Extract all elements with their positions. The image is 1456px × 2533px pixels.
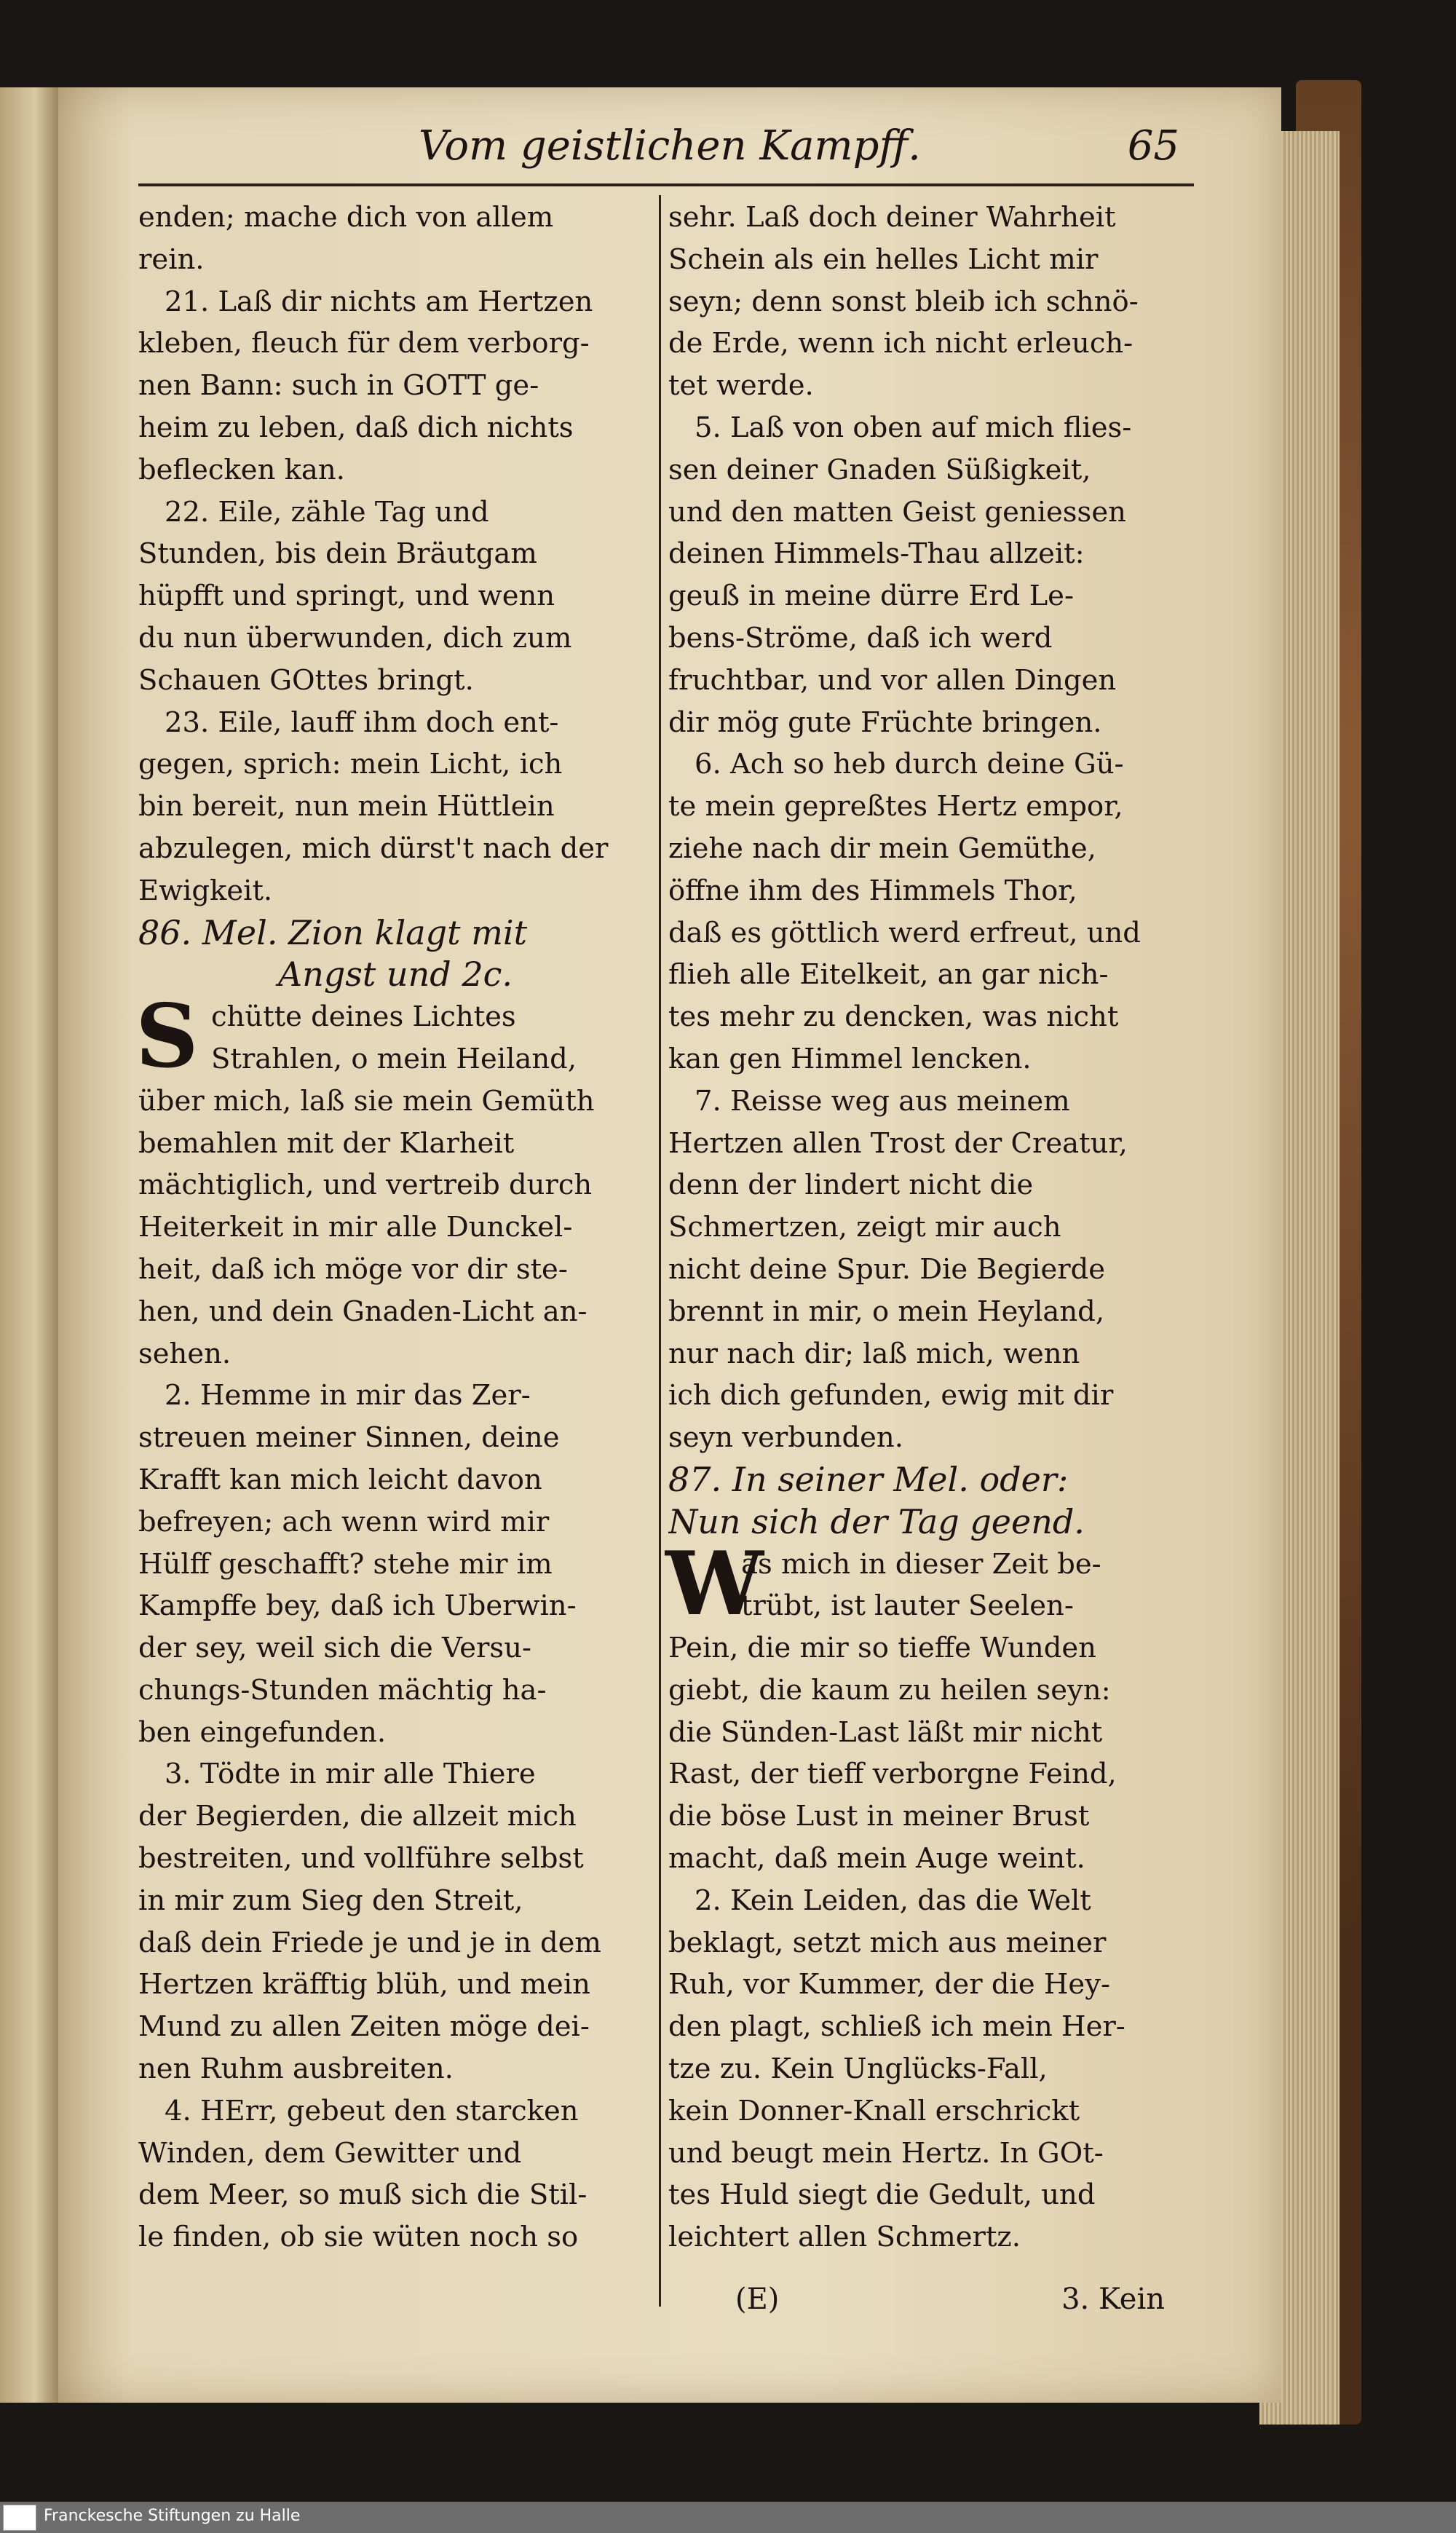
text-line: denn der lindert nicht die	[668, 1169, 1034, 1202]
text-line: Mund zu allen Zeiten möge dei-	[138, 2010, 590, 2044]
text-line: enden; mache dich von allem	[138, 201, 554, 234]
text-line: Schein als ein helles Licht mir	[668, 242, 1099, 276]
text-line: nicht deine Spur. Die Begierde	[668, 1252, 1106, 1286]
text-line: flieh alle Eitelkeit, an gar nich-	[668, 958, 1109, 992]
page-header	[138, 122, 1201, 181]
text-line: giebt, die kaum zu heilen seyn:	[668, 1673, 1111, 1707]
text-line: 5. Laß von oben auf mich flies-	[695, 411, 1132, 444]
text-line: rein.	[138, 242, 205, 276]
text-line: bemahlen mit der Klarheit	[138, 1126, 515, 1160]
text-line: streuen meiner Sinnen, deine	[138, 1421, 560, 1455]
text-line: Strahlen, o mein Heiland,	[211, 1042, 577, 1075]
text-line: tes mehr zu dencken, was nicht	[668, 1000, 1119, 1034]
text-line: tes Huld siegt die Gedult, und	[668, 2178, 1096, 2212]
text-line: beflecken kan.	[138, 453, 345, 486]
text-line: nen Bann: such in GOTT ge-	[138, 369, 539, 403]
text-line: 6. Ach so heb durch deine Gü-	[695, 748, 1124, 781]
text-line: heim zu leben, daß dich nichts	[138, 411, 574, 444]
text-line: 22. Eile, zähle Tag und	[165, 495, 489, 529]
drop-cap-left: S	[135, 985, 199, 1088]
page-number: 65	[1127, 122, 1179, 170]
text-line: 7. Reisse weg aus meinem	[695, 1084, 1070, 1118]
text-line: den plagt, schließ ich mein Her-	[668, 2010, 1125, 2044]
text-line: tze zu. Kein Unglücks-Fall,	[668, 2052, 1048, 2086]
hymn-heading-line: Nun sich der Tag geend.	[668, 1501, 1085, 1541]
text-line: dem Meer, so muß sich die Stil-	[138, 2178, 587, 2212]
text-line: tet werde.	[668, 369, 814, 403]
text-line: öffne ihm des Himmels Thor,	[668, 874, 1077, 907]
text-line: ich dich gefunden, ewig mit dir	[668, 1379, 1114, 1412]
text-line: Hertzen allen Trost der Creatur,	[668, 1126, 1128, 1160]
facing-page-edge	[0, 87, 58, 2403]
drop-cap-right: W	[665, 1533, 764, 1635]
header-rule	[138, 183, 1194, 186]
hymn-heading-line: 87. In seiner Mel. oder:	[668, 1459, 1069, 1499]
watermark-text: Franckesche Stiftungen zu Halle	[44, 2507, 301, 2525]
hymn-heading-line: Angst und 2c.	[278, 955, 513, 995]
column-divider	[659, 195, 661, 2307]
text-line: Ruh, vor Kummer, der die Hey-	[668, 1968, 1110, 2001]
running-title: Vom geistlichen Kampff.	[419, 122, 921, 170]
text-line: die böse Lust in meiner Brust	[668, 1800, 1090, 1833]
text-line: fruchtbar, und vor allen Dingen	[668, 663, 1117, 697]
text-line: hen, und dein Gnaden-Licht an-	[138, 1295, 587, 1328]
text-line: bestreiten, und vollführe selbst	[138, 1842, 584, 1876]
text-line: kan gen Himmel lencken.	[668, 1042, 1032, 1075]
text-line: in mir zum Sieg den Streit,	[138, 1884, 523, 1917]
left-column	[138, 197, 652, 2259]
hymn-heading-line: 86. Mel. Zion klagt mit	[138, 912, 528, 952]
text-line: die Sünden-Last läßt mir nicht	[668, 1715, 1103, 1749]
text-line: ben eingefunden.	[138, 1715, 387, 1749]
text-line: gegen, sprich: mein Licht, ich	[138, 748, 563, 781]
text-line: chütte deines Lichtes	[211, 1000, 516, 1034]
page-footer	[138, 2283, 1194, 2326]
right-column	[668, 197, 1182, 2259]
signature-mark: (E)	[735, 2283, 780, 2316]
text-line: der Begierden, die allzeit mich	[138, 1800, 577, 1833]
text-line: mächtiglich, und vertreib durch	[138, 1169, 593, 1202]
text-line: seyn verbunden.	[668, 1421, 903, 1455]
text-line: und den matten Geist geniessen	[668, 495, 1126, 529]
text-line: Kampffe bey, daß ich Uberwin-	[138, 1589, 577, 1623]
text-line: leichtert allen Schmertz.	[668, 2221, 1021, 2254]
text-line: hüpfft und springt, und wenn	[138, 580, 555, 613]
text-line: heit, daß ich möge vor dir ste-	[138, 1252, 568, 1286]
text-line: Rast, der tieff verborgne Feind,	[668, 1758, 1117, 1791]
text-line: 2. Kein Leiden, das die Welt	[695, 1884, 1091, 1917]
text-line: deinen Himmels-Thau allzeit:	[668, 537, 1085, 571]
text-line: as mich in dieser Zeit be-	[741, 1547, 1101, 1581]
text-line: le finden, ob sie wüten noch so	[138, 2221, 579, 2254]
text-line: Winden, dem Gewitter und	[138, 2136, 522, 2170]
text-line: nen Ruhm ausbreiten.	[138, 2052, 454, 2086]
text-line: macht, daß mein Auge weint.	[668, 1842, 1085, 1876]
text-line: daß dein Friede je und je in dem	[138, 1926, 601, 1959]
text-line: und beugt mein Hertz. In GOt-	[668, 2136, 1104, 2170]
text-line: dir mög gute Früchte bringen.	[668, 706, 1102, 739]
text-line: Pein, die mir so tieffe Wunden	[668, 1632, 1096, 1665]
text-line: Ewigkeit.	[138, 874, 273, 907]
text-line: kein Donner-Knall erschrickt	[668, 2094, 1080, 2127]
text-line: geuß in meine dürre Erd Le-	[668, 580, 1074, 613]
text-line: brennt in mir, o mein Heyland,	[668, 1295, 1105, 1328]
text-line: 21. Laß dir nichts am Hertzen	[165, 285, 593, 318]
text-line: Krafft kan mich leicht davon	[138, 1463, 542, 1496]
text-line: 3. Tödte in mir alle Thiere	[165, 1758, 536, 1791]
text-line: seyn; denn sonst bleib ich schnö-	[668, 285, 1139, 318]
text-line: Hülff geschafft? stehe mir im	[138, 1547, 553, 1581]
text-line: 2. Hemme in mir das Zer-	[165, 1379, 531, 1412]
text-line: du nun überwunden, dich zum	[138, 621, 572, 655]
text-line: sen deiner Gnaden Süßigkeit,	[668, 453, 1091, 486]
text-line: daß es göttlich werd erfreut, und	[668, 916, 1141, 949]
text-line: chungs-Stunden mächtig ha-	[138, 1673, 547, 1707]
text-line: trübt, ist lauter Seelen-	[741, 1589, 1074, 1623]
text-line: bens-Ströme, daß ich werd	[668, 621, 1053, 655]
text-line: ziehe nach dir mein Gemüthe,	[668, 831, 1096, 865]
text-line: der sey, weil sich die Versu-	[138, 1632, 531, 1665]
text-line: Hertzen kräfftig blüh, und mein	[138, 1968, 590, 2001]
text-line: Schmertzen, zeigt mir auch	[668, 1211, 1061, 1244]
text-line: sehr. Laß doch deiner Wahrheit	[668, 201, 1116, 234]
text-line: nur nach dir; laß mich, wenn	[668, 1337, 1080, 1370]
text-line: abzulegen, mich dürst't nach der	[138, 831, 609, 865]
catchword: 3. Kein	[1061, 2283, 1165, 2316]
text-line: Stunden, bis dein Bräutgam	[138, 537, 537, 571]
text-line: Heiterkeit in mir alle Dunckel-	[138, 1211, 573, 1244]
text-line: te mein gepreßtes Hertz empor,	[668, 790, 1123, 823]
text-line: kleben, fleuch für dem verborg-	[138, 327, 590, 360]
text-line: 23. Eile, lauff ihm doch ent-	[165, 706, 559, 739]
text-line: sehen.	[138, 1337, 232, 1370]
text-line: befreyen; ach wenn wird mir	[138, 1505, 550, 1538]
text-line: Schauen GOttes bringt.	[138, 663, 474, 697]
text-line: bin bereit, nun mein Hüttlein	[138, 790, 555, 823]
text-line: beklagt, setzt mich aus meiner	[668, 1926, 1107, 1959]
text-line: über mich, laß sie mein Gemüth	[138, 1084, 595, 1118]
institution-logo-icon	[3, 2505, 36, 2531]
text-line: 4. HErr, gebeut den starcken	[165, 2094, 579, 2127]
text-line: de Erde, wenn ich nicht erleuch-	[668, 327, 1133, 360]
